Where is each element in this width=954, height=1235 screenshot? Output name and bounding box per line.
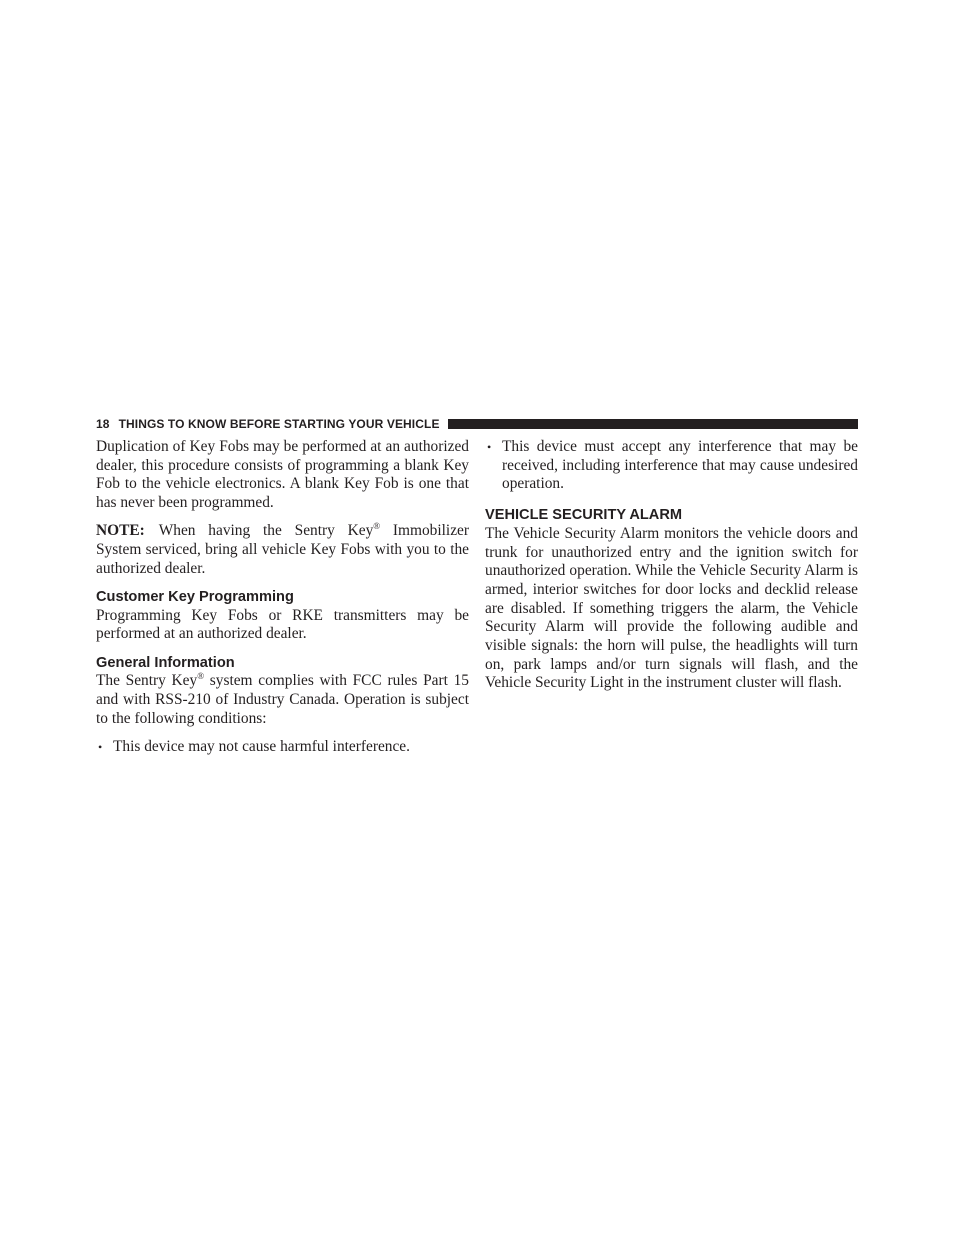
page-number: 18 [96, 417, 110, 431]
right-column [485, 438, 858, 693]
note-label: NOTE: [96, 522, 145, 540]
vehicle-security-alarm-heading: VEHICLE SECURITY ALARM [485, 507, 683, 524]
left-column [96, 438, 469, 757]
bullet-text: This device may not cause harmful interference. [113, 737, 410, 755]
registered-mark: ® [373, 521, 381, 532]
vehicle-security-alarm-text: The Vehicle Security Alarm monitors the vehicle doors and trunk for unauthorized entry and the ignition switch for unauthorized operation. While the Vehicle Security Alarm is armed, interior switches for door locks and decklid release are disabled. If something triggers the alarm, the Vehicle Security Alarm will provide the following audible and visible signals: the horn will pulse, the headlights will turn on, park lamps and/or turn signals will flash, and the Vehicle Security Light in the instrument cluster will flash. [485, 524, 858, 692]
note-text-end: Immobilizer System serviced, bring all vehicle Key Fobs with you to the authorized dealer. [96, 522, 469, 577]
general-information-heading: General Information [96, 654, 235, 671]
bullet-icon: • [98, 739, 103, 754]
general-information-text-end: system complies with FCC rules Part 15 and with RSS-210 of Industry Canada. Operation is subject to the following conditions: [96, 672, 469, 727]
note-text-start: When having the Sentry Key [158, 522, 374, 540]
note-paragraph [96, 522, 469, 578]
registered-mark: ® [197, 671, 205, 682]
list-item [485, 438, 858, 494]
header-rule-bar [448, 419, 858, 429]
general-information-text-start: The Sentry Key [96, 672, 198, 690]
general-information-text [96, 672, 469, 728]
customer-key-programming-text: Programming Key Fobs or RKE transmitters may be performed at an authorized dealer. [96, 606, 469, 643]
customer-key-programming-heading: Customer Key Programming [96, 588, 294, 605]
page-header [96, 416, 858, 432]
bullet-text: This device must accept any interference that may be received, including interference that may cause undesired operation. [502, 438, 858, 493]
intro-paragraph: Duplication of Key Fobs may be performed at an authorized dealer, this procedure consists of programming a blank Key Fob to the vehicle electronics. A blank Key Fob is one that has never been programmed. [96, 438, 469, 512]
bullet-icon: • [487, 440, 492, 454]
section-title: THINGS TO KNOW BEFORE STARTING YOUR VEHICLE [118, 417, 440, 431]
list-item [96, 738, 469, 757]
